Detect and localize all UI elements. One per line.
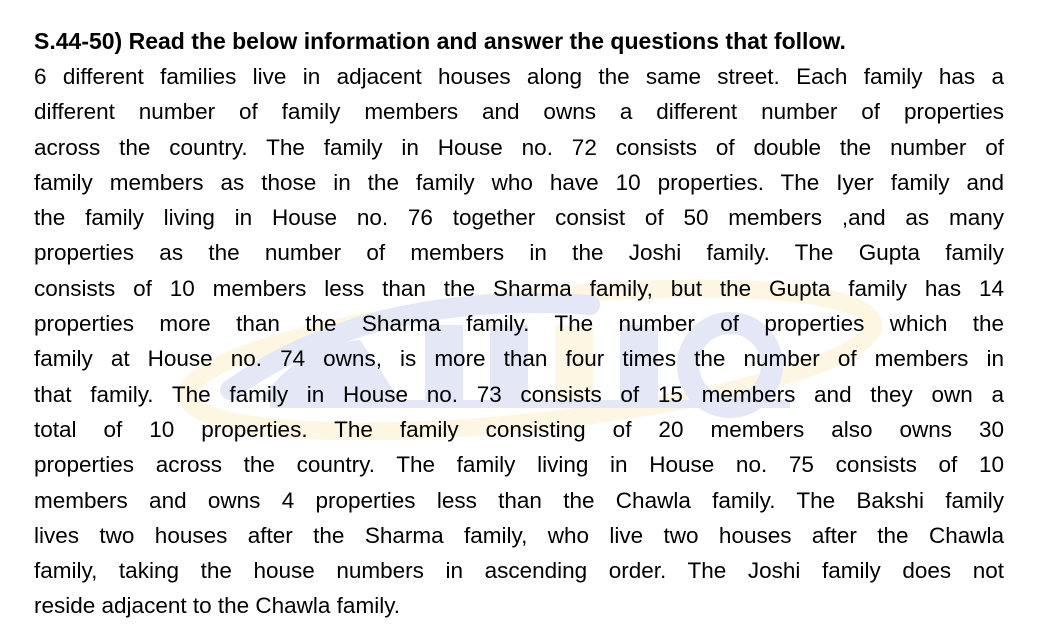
passage-line: lives two houses after the Sharma family, who live two houses after the Chawla (34, 522, 1004, 548)
passage-line: family at House no. 74 owns, is more than four times the number of members in (34, 346, 1004, 372)
passage-line: that family. The family in House no. 73 consists of 15 members and they own a (34, 381, 1004, 407)
passage-line: consists of 10 members less than the Sharma family, but the Gupta family has 14 (34, 275, 1004, 301)
passage-line: different number of family members and owns a different number of properties (34, 99, 1004, 125)
passage-line: properties as the number of members in the Joshi family. The Gupta family (34, 240, 1004, 266)
passage-line: across the country. The family in House no. 72 consists of double the number of (34, 134, 1004, 160)
passage-line: the family living in House no. 76 together consist of 50 members ,and as many (34, 205, 1004, 231)
passage-paragraph (34, 59, 1004, 624)
passage-line: reside adjacent to the Chawla family. (34, 593, 401, 619)
passage-line: 6 different families live in adjacent houses along the same street. Each family has a (34, 64, 1004, 89)
passage-line: properties more than the Sharma family. The number of properties which the (34, 311, 1004, 337)
passage-line: properties across the country. The family living in House no. 75 consists of 10 (34, 452, 1004, 478)
passage-heading: S.44-50) Read the below information and answer the questions that follow. (34, 28, 846, 54)
question-passage (34, 24, 1004, 624)
passage-line: family members as those in the family who have 10 properties. The Iyer family and (34, 169, 1004, 195)
passage-line: family, taking the house numbers in ascending order. The Joshi family does not (34, 558, 1004, 584)
passage-line: members and owns 4 properties less than the Chawla family. The Bakshi family (34, 487, 1004, 513)
passage-line: total of 10 properties. The family consisting of 20 members also owns 30 (34, 416, 1004, 442)
